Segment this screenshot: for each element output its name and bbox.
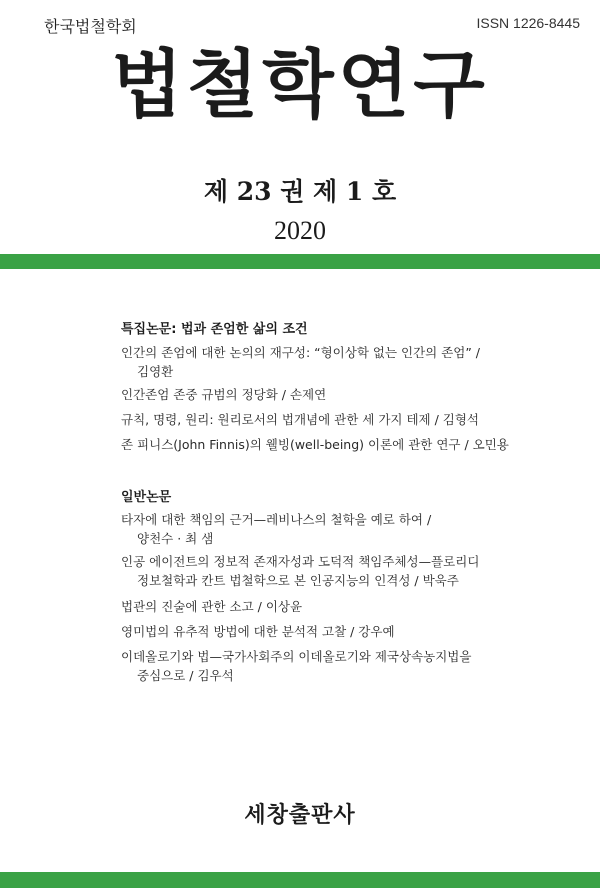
entry-continuation: 양천수 · 최 샘 <box>137 531 214 546</box>
toc-entry <box>121 410 491 429</box>
toc-entry <box>121 622 491 641</box>
entry-line: 인공 에이전트의 정보적 존재자성과 도덕적 책임주체성—플로리디 <box>121 554 480 569</box>
toc-entry <box>121 385 491 404</box>
entry-continuation: 중심으로 / 김우석 <box>137 668 234 683</box>
toc-entry <box>121 552 491 590</box>
entry-line: 영미법의 유추적 방법에 대한 분석적 고찰 / 강우예 <box>121 624 395 639</box>
entry-line: 인간의 존엄에 대한 논의의 재구성: “형이상학 없는 인간의 존엄” / <box>121 345 481 360</box>
volume-issue: 제 23 권 제 1 호 <box>203 177 397 206</box>
entry-line: 타자에 대한 책임의 근거—레비나스의 철학을 예로 하여 / <box>121 512 432 527</box>
toc-entry <box>121 597 491 616</box>
publication-year: 2020 <box>274 216 326 245</box>
top-green-band <box>0 254 600 269</box>
entry-line: 존 피니스(John Finnis)의 웰빙(well-being) 이론에 관한 연구 / 오민용 <box>121 437 509 452</box>
bottom-green-band <box>0 872 600 888</box>
toc-entry <box>121 647 491 685</box>
publisher-logo: 세창출판사 <box>244 803 356 828</box>
entry-line: 인간존엄 존중 규범의 정당화 / 손제연 <box>121 387 327 402</box>
section-heading: 일반논문 <box>121 490 172 505</box>
entry-line: 규칙, 명령, 원리: 원리로서의 법개념에 관한 세 가지 테제 / 김형석 <box>121 412 479 427</box>
entry-line: 이데올로기와 법—국가사회주의 이데올로기와 제국상속농지법을 <box>121 649 472 664</box>
issn-number: ISSN 1226-8445 <box>476 15 580 31</box>
entry-line: 법관의 진술에 관한 소고 / 이상윤 <box>121 599 303 614</box>
entry-continuation: 김영환 <box>137 364 174 379</box>
toc-entry <box>121 510 491 548</box>
toc-entry <box>121 343 491 381</box>
journal-title: 법철학연구 <box>111 42 489 128</box>
entry-continuation: 정보철학과 칸트 법철학으로 본 인공지능의 인격성 / 박욱주 <box>137 573 459 588</box>
section-heading: 특집논문: 법과 존엄한 삶의 조건 <box>121 322 308 337</box>
toc-entry <box>121 435 509 454</box>
society-name: 한국법철학회 <box>44 17 137 36</box>
